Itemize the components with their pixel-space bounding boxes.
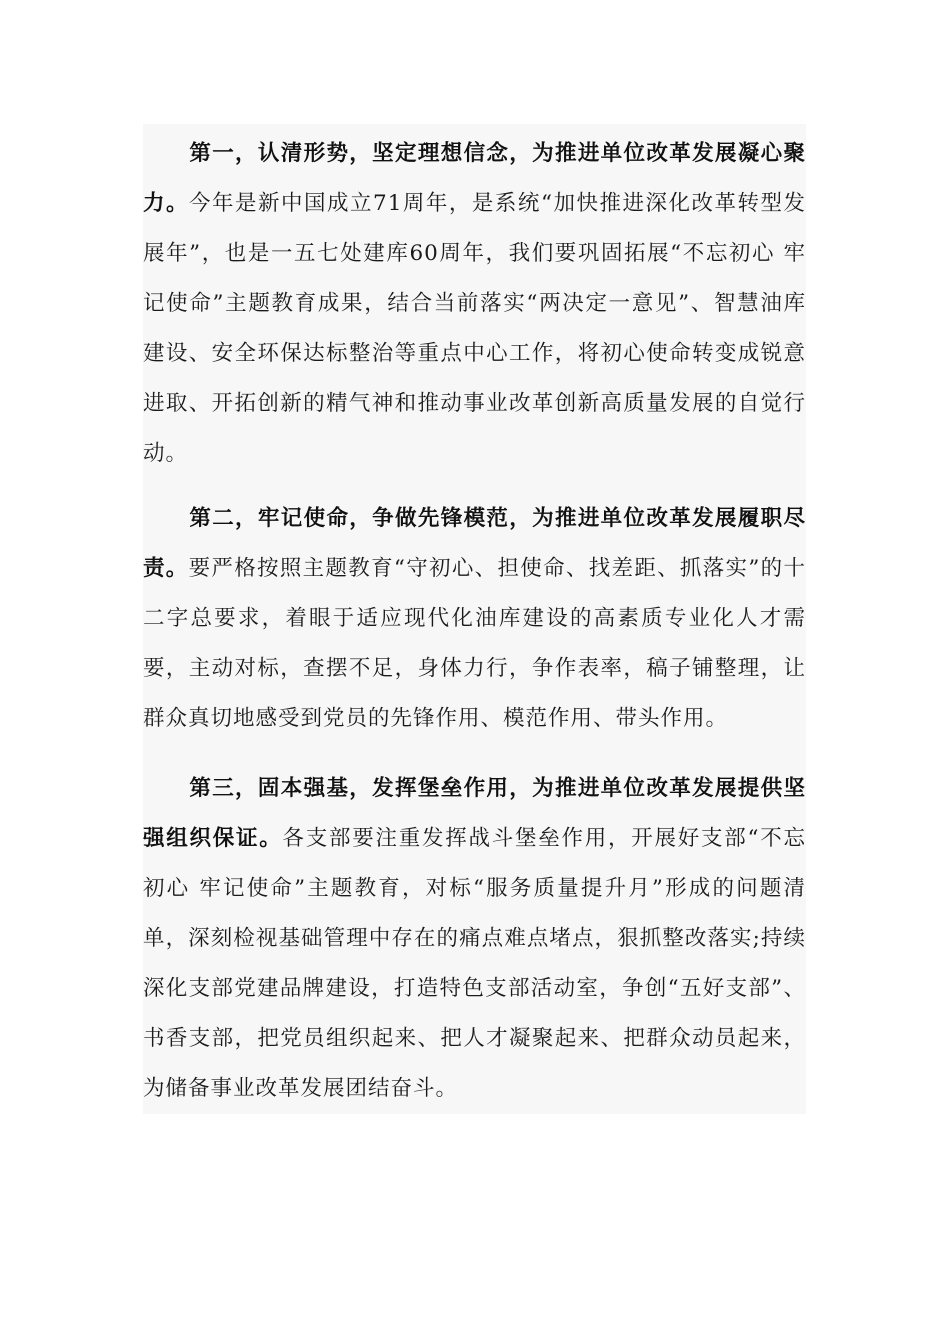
paragraph-2-lead: 第二，牢记使命，争做先锋模范，为推进单位改革发展履职尽责。	[143, 506, 806, 581]
paragraph-1	[143, 129, 806, 479]
document-text-block	[143, 124, 806, 1114]
paragraph-2	[143, 494, 806, 744]
paragraph-3-body: 各支部要注重发挥战斗堡垒作用，开展好支部“不忘初心 牢记使命”主题教育，对标“服务质量提升月”形成的问题清单，深刻检视基础管理中存在的痛点难点堵点，狠抓整改落实;持续深化支部党建品牌建设，打造特色支部活动室，争创“五好支部”、书香支部，把党员组织起来、把人才凝聚起来、把群众动员起来，为储备事业改革发展团结奋斗。	[143, 826, 806, 1101]
paragraph-1-lead: 第一，认清形势，坚定理想信念，为推进单位改革发展凝心聚力。	[143, 141, 806, 216]
paragraph-3-lead: 第三，固本强基，发挥堡垒作用，为推进单位改革发展提供坚强组织保证。	[143, 776, 806, 851]
paragraph-2-body: 要严格按照主题教育“守初心、担使命、找差距、抓落实”的十二字总要求，着眼于适应现代化油库建设的高素质专业化人才需要，主动对标，查摆不足，身体力行，争作表率，稿子铺整理，让群众真切地感受到党员的先锋作用、模范作用、带头作用。	[143, 556, 806, 731]
paragraph-1-body: 今年是新中国成立71周年，是系统“加快推进深化改革转型发展年”，也是一五七处建库60周年，我们要巩固拓展“不忘初心 牢记使命”主题教育成果，结合当前落实“两决定一意见”、智慧油库建设、安全环保达标整治等重点中心工作，将初心使命转变成锐意进取、开拓创新的精气神和推动事业改革创新高质量发展的自觉行动。	[143, 191, 806, 466]
paragraph-3	[143, 764, 806, 1114]
